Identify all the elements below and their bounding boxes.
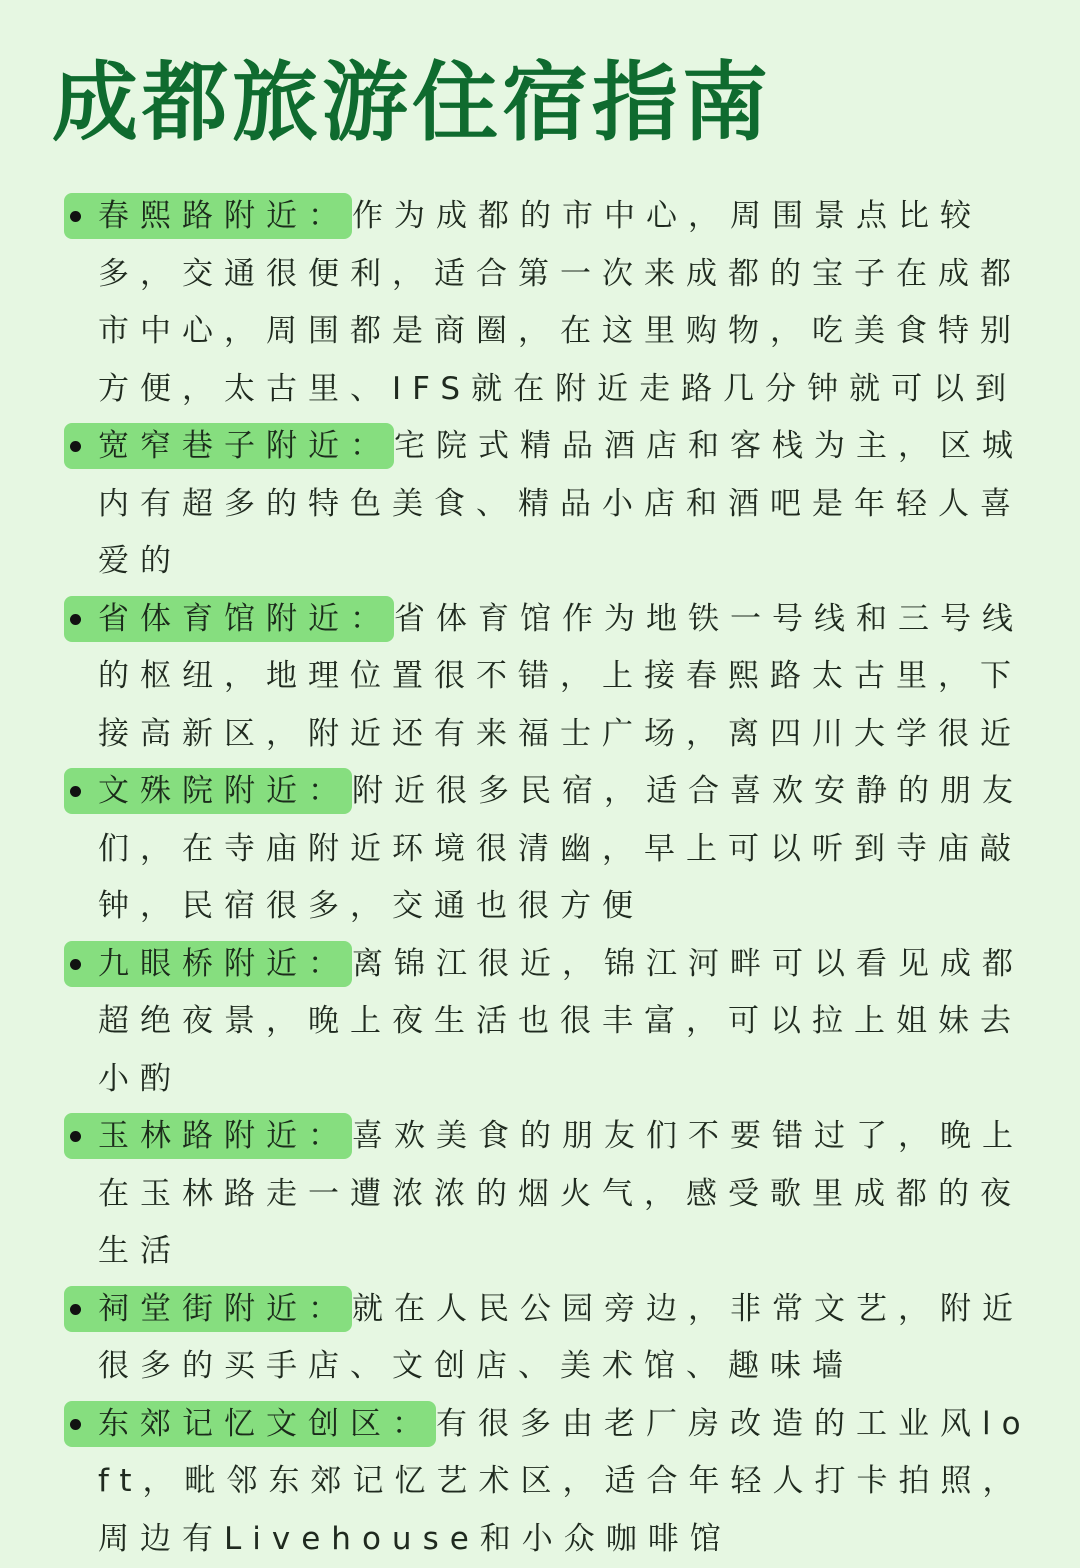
area-description: 喜欢美食的朋友们不要错过了，晚上在玉林路走一遭浓浓的烟火气，感受歌里成都的夜生活 bbox=[98, 1118, 1024, 1269]
area-description: 附近很多民宿，适合喜欢安静的朋友们，在寺庙附近环境很清幽，早上可以听到寺庙敲钟，民宿很多，交通也很方便 bbox=[98, 773, 1024, 924]
list-item bbox=[64, 591, 1046, 764]
page-title: 成都旅游住宿指南 bbox=[52, 48, 772, 158]
list-item bbox=[64, 1396, 1046, 1568]
area-label: 宽窄巷子附近： bbox=[64, 423, 394, 469]
area-description: 作为成都的市中心，周围景点比较多，交通很便利，适合第一次来成都的宝子在成都市中心，周围都是商圈，在这里购物，吃美食特别方便，太古里、IFS就在附近走路几分钟就可以到 bbox=[98, 198, 1022, 407]
area-label: 玉林路附近： bbox=[64, 1113, 352, 1159]
list-item bbox=[64, 418, 1046, 591]
area-description: 有很多由老厂房改造的工业风loft，毗邻东郊记忆艺术区，适合年轻人打卡拍照，周边有Livehouse和小众咖啡馆 bbox=[98, 1406, 1032, 1557]
area-description: 离锦江很近，锦江河畔可以看见成都超绝夜景，晚上夜生活也很丰富，可以拉上姐妹去小酌 bbox=[98, 946, 1024, 1097]
list-item bbox=[64, 1281, 1046, 1396]
area-label: 文殊院附近： bbox=[64, 768, 352, 814]
area-description: 省体育馆作为地铁一号线和三号线的枢纽，地理位置很不错，上接春熙路太古里，下接高新区，附近还有来福士广场，离四川大学很近 bbox=[98, 601, 1024, 752]
area-label: 东郊记忆文创区： bbox=[64, 1401, 436, 1447]
list-item bbox=[64, 188, 1046, 418]
list-item bbox=[64, 1108, 1046, 1281]
area-label: 祠堂街附近： bbox=[64, 1286, 352, 1332]
list-item bbox=[64, 936, 1046, 1109]
area-description: 宅院式精品酒店和客栈为主，区城内有超多的特色美食、精品小店和酒吧是年轻人喜爱的 bbox=[98, 428, 1024, 579]
area-label: 省体育馆附近： bbox=[64, 596, 394, 642]
area-label: 九眼桥附近： bbox=[64, 941, 352, 987]
area-label: 春熙路附近： bbox=[64, 193, 352, 239]
accommodation-list bbox=[64, 188, 1046, 1568]
area-description: 就在人民公园旁边，非常文艺，附近很多的买手店、文创店、美术馆、趣味墙 bbox=[98, 1291, 1024, 1385]
list-item bbox=[64, 763, 1046, 936]
